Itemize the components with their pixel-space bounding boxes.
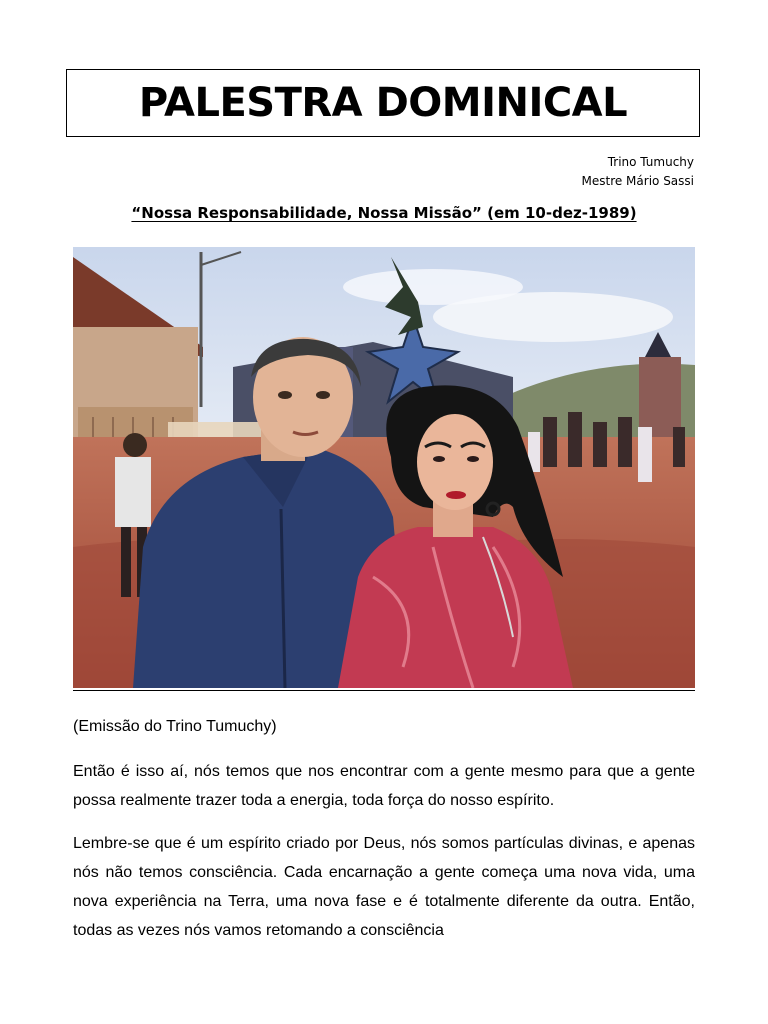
- authors-block: [582, 153, 695, 191]
- divider-line: [73, 690, 695, 691]
- photo-couple: [73, 247, 695, 688]
- author-2: Mestre Mário Sassi: [581, 174, 694, 188]
- paragraph-1: Então é isso aí, nós temos que nos encontrar com a gente mesmo para que a gente possa realmente trazer toda a energia, toda força do nosso espírito.: [73, 763, 695, 809]
- paragraph-emission: (Emissão do Trino Tumuchy): [73, 718, 277, 735]
- title-box: [66, 69, 700, 137]
- paragraph-2: Lembre-se que é um espírito criado por Deus, nós somos partículas divinas, e apenas nós não temos consciência. Cada encarnação a gente começa uma nova vida, uma nova experiência na Terra, uma nova fase e é totalmente diferente da outra. Então, todas as vezes nós vamos retomando a consciência: [73, 835, 695, 939]
- lecture-subtitle: [0, 204, 768, 222]
- author-1: Trino Tumuchy: [607, 155, 694, 169]
- subtitle-text: “Nossa Responsabilidade, Nossa Missão” (em 10-dez-1989): [131, 204, 637, 222]
- document-title: PALESTRA DOMINICAL: [138, 80, 628, 126]
